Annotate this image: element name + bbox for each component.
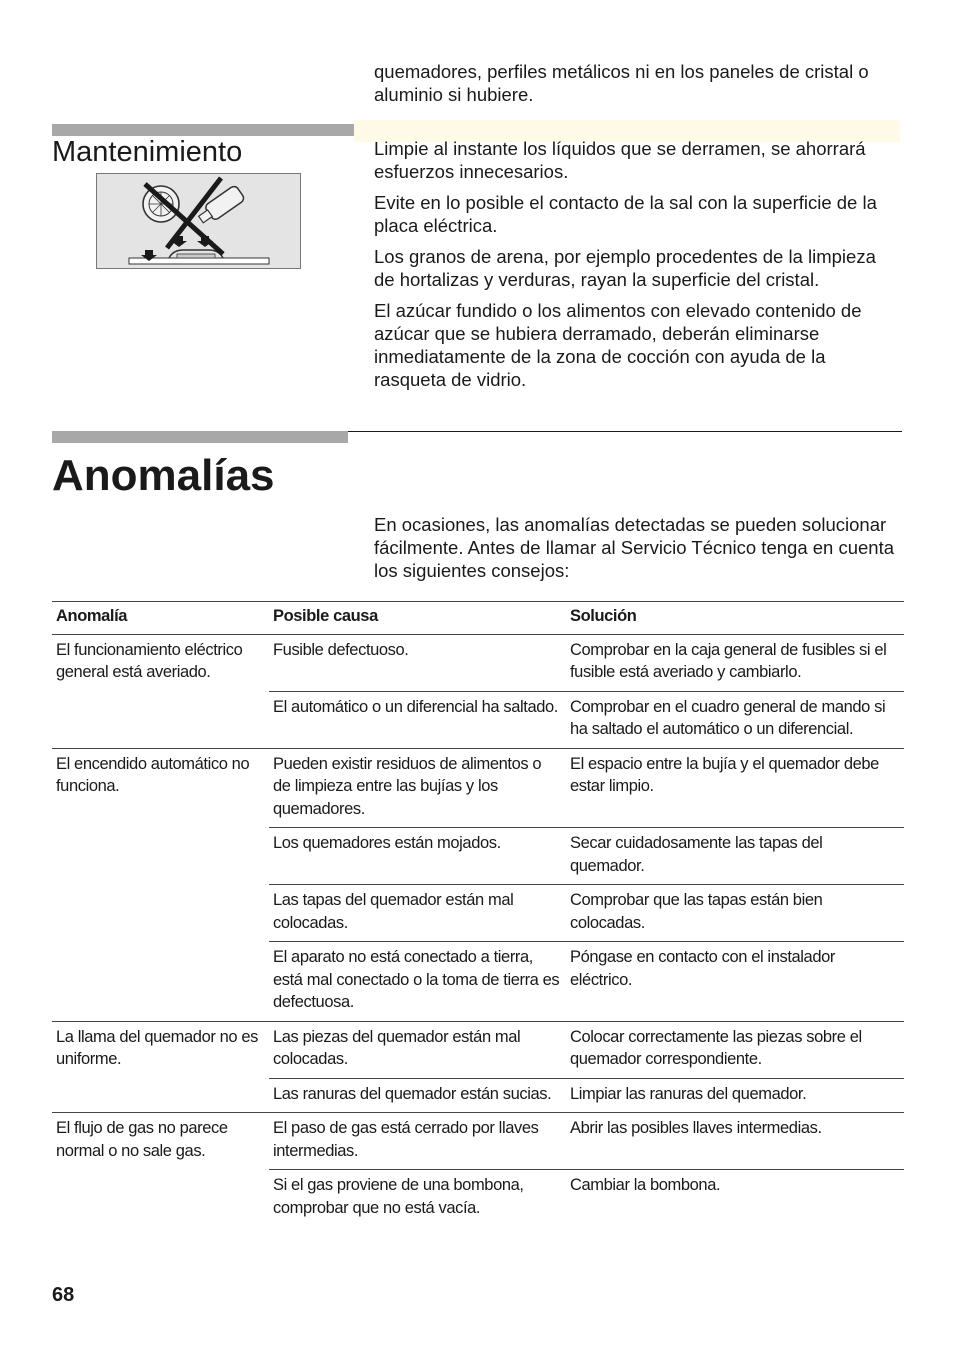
- cell-anomaly: El encendido automático no funciona.: [56, 754, 250, 795]
- cell-anomaly: [52, 1169, 269, 1226]
- table-row: [52, 827, 904, 884]
- cell-cause: Las ranuras del quemador están sucias.: [273, 1084, 552, 1103]
- table-row: [52, 941, 904, 1021]
- section-bar-anomalies: [52, 431, 348, 443]
- row-rule: [269, 884, 904, 885]
- cell-cause: El automático o un diferencial ha saltado.: [273, 697, 558, 716]
- header-solution: Solución: [570, 607, 637, 625]
- cell-cause: Los quemadores están mojados.: [273, 834, 501, 852]
- no-spills-icon: [97, 174, 300, 268]
- maintenance-paragraph: Los granos de arena, por ejemplo procedentes de la limpieza de hortalizas y verduras, rayan la superficie del cristal.: [374, 246, 876, 290]
- table-body: [52, 634, 904, 1227]
- cell-anomaly: [52, 1078, 269, 1113]
- cell-solution: Abrir las posibles llaves intermedias.: [570, 1119, 822, 1137]
- section-bar-maintenance: [52, 124, 354, 136]
- anomalies-heading: Anomalías: [52, 451, 275, 500]
- cell-anomaly: El funcionamiento eléctrico general está averiado.: [56, 640, 243, 681]
- row-rule: [269, 941, 904, 942]
- row-rule: [269, 827, 904, 828]
- header-cause: Posible causa: [273, 607, 378, 625]
- cell-cause: Las piezas del quemador están mal colocadas.: [273, 1027, 521, 1068]
- table-row: [52, 748, 904, 828]
- cell-anomaly: [52, 884, 269, 941]
- row-rule: [52, 1021, 904, 1022]
- row-rule: [52, 748, 904, 749]
- cell-solution: Colocar correctamente las piezas sobre el quemador correspondiente.: [570, 1027, 862, 1068]
- row-rule: [269, 691, 904, 692]
- troubleshooting-table: [52, 601, 904, 1226]
- maintenance-text: [374, 137, 900, 399]
- cell-anomaly: El flujo de gas no parece normal o no sale gas.: [56, 1119, 228, 1160]
- maintenance-paragraph: Evite en lo posible el contacto de la sal con la superficie de la placa eléctrica.: [374, 192, 877, 236]
- table-row: [52, 634, 904, 691]
- maintenance-paragraph: El azúcar fundido o los alimentos con elevado contenido de azúcar que se hubiera derramado, deberán eliminarse inmediatamente de la zona de cocción con ayuda de la rasqueta de vidrio.: [374, 300, 862, 390]
- table-row: [52, 691, 904, 748]
- table-row: [52, 1021, 904, 1078]
- cell-solution: Póngase en contacto con el instalador eléctrico.: [570, 948, 835, 989]
- maintenance-paragraph: Limpie al instante los líquidos que se derramen, se ahorrará esfuerzos innecesarios.: [374, 138, 866, 182]
- cell-cause: Si el gas proviene de una bombona, comprobar que no está vacía.: [273, 1176, 524, 1217]
- row-rule: [269, 1078, 904, 1079]
- maintenance-heading: Mantenimiento: [52, 136, 243, 168]
- cell-solution: Limpiar las ranuras del quemador.: [570, 1084, 807, 1103]
- cell-cause: Las tapas del quemador están mal colocadas.: [273, 891, 514, 932]
- cell-solution: Cambiar la bombona.: [570, 1176, 721, 1194]
- table-row: [52, 884, 904, 941]
- no-spills-on-hob-figure: [96, 173, 301, 269]
- cell-anomaly: [52, 827, 269, 884]
- intro-paragraph: quemadores, perfiles metálicos ni en los paneles de cristal o aluminio si hubiere.: [374, 61, 869, 105]
- cell-solution: Secar cuidadosamente las tapas del quemador.: [570, 834, 823, 875]
- cell-cause: Fusible defectuoso.: [273, 640, 409, 659]
- table-row: [52, 1169, 904, 1226]
- table-row: [52, 1112, 904, 1169]
- cell-anomaly: [52, 691, 269, 748]
- cell-cause: El aparato no está conectado a tierra, está mal conectado o la toma de tierra es defectuosa.: [273, 948, 560, 1011]
- cell-cause: Pueden existir residuos de alimentos o de limpieza entre las bujías y los quemadores.: [273, 754, 542, 818]
- table-header-row: [52, 601, 904, 634]
- row-rule: [52, 634, 904, 635]
- page-number: 68: [52, 1284, 75, 1306]
- cell-solution: El espacio entre la bujía y el quemador debe estar limpio.: [570, 754, 879, 795]
- anomalies-intro: En ocasiones, las anomalías detectadas se pueden solucionar fácilmente. Antes de llamar al Servicio Técnico tenga en cuenta los siguientes consejos:: [374, 514, 895, 581]
- row-rule: [52, 1112, 904, 1113]
- cell-solution: Comprobar en el cuadro general de mando si ha saltado el automático o un diferencial.: [570, 697, 886, 738]
- cell-solution: Comprobar que las tapas están bien colocadas.: [570, 891, 823, 932]
- cell-solution: Comprobar en la caja general de fusibles si el fusible está averiado y cambiarlo.: [570, 640, 887, 681]
- table-row: [52, 1078, 904, 1113]
- row-rule: [269, 1169, 904, 1170]
- header-anomaly: Anomalía: [56, 607, 128, 625]
- cell-anomaly: [52, 941, 269, 1021]
- section-divider: [348, 431, 902, 432]
- cell-cause: El paso de gas está cerrado por llaves intermedias.: [273, 1119, 539, 1160]
- cell-anomaly: La llama del quemador no es uniforme.: [56, 1027, 259, 1068]
